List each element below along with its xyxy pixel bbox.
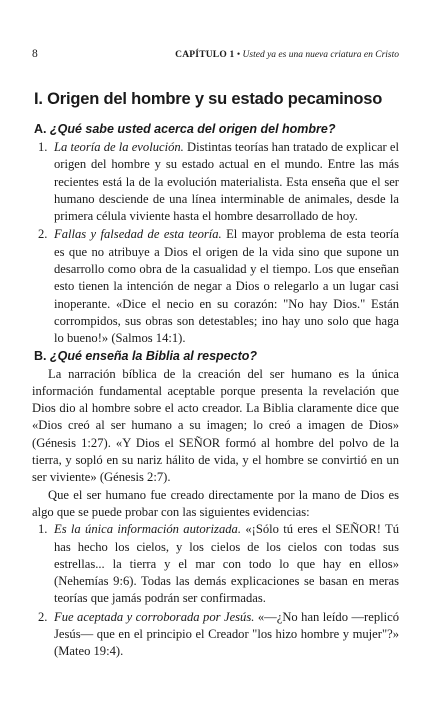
item-text: «¡Sólo tú eres el SEÑOR! Tú has hecho los cielos, y los cielos de los cielos con todas sus estrellas... la tierra y el mar con todo lo que hay en ellos» (Nehemías 9:6). Todas las demás explicaciones se basan en meras teorías que jamás podrán ser confirmadas. xyxy=(54,522,399,606)
item-lead: Fallas y falsedad de esta teoría. xyxy=(54,227,222,242)
item-lead: La teoría de la evolución. xyxy=(54,140,184,154)
list-item xyxy=(32,521,399,607)
item-number: 2. xyxy=(38,609,48,624)
item-number: 1. xyxy=(38,140,48,154)
item-text: El mayor problema de esta teoría es que no atribuye a Dios el origen de la vida sino que supone un desarrollo como obra de la casualidad y el tiempo. Los que enseñan esto tienen la intención de negar a Dios o relegarlo a un lugar casi inoperante. «Dice el necio en su corazón: "No hay Dios." Están corrompidos, sus obras son detestables; ino hay uno solo que haga lo bueno!» (Salmos 14:1). xyxy=(54,227,399,346)
body-paragraph: Que el ser humano fue creado directamente por la mano de Dios es algo que se puede probar con las siguientes evidencias: xyxy=(32,487,399,519)
item-lead: Es la única información autorizada. xyxy=(54,522,241,537)
subsection-a-question: ¿Qué sabe usted acerca del origen del hombre? xyxy=(49,122,336,136)
page-number: 8 xyxy=(32,48,38,60)
chapter-label: CAPÍTULO 1 xyxy=(175,50,235,60)
chapter-title: Usted ya es una nueva criatura en Cristo xyxy=(242,50,399,60)
item-text: «—¿No han leído —replicó Jesús— que en el principio el Creador "los hizo hombre y mujer"?» (Mateo 19:4). xyxy=(54,609,399,659)
list-item xyxy=(32,609,399,661)
subsection-b-letter: B. xyxy=(34,348,47,363)
chapter-separator: • xyxy=(236,50,241,60)
chapter-heading xyxy=(175,50,399,60)
subsection-b-list xyxy=(32,521,399,660)
subsection-a-title xyxy=(34,122,399,136)
subsection-a-letter: A. xyxy=(34,122,47,136)
item-number: 1. xyxy=(38,522,48,537)
item-text: Distintas teorías han tratado de explicar el origen del hombre y su estado actual en el mundo. Entre las más recientes está la de la evolución materialista. Esta enseña que el ser humano desciende de una línea interminable de animales, desde la primera célula viviente hasta el hombre desarrollado de hoy. xyxy=(54,140,399,224)
section-title: I. Origen del hombre y su estado pecaminoso xyxy=(34,90,383,108)
subsection-b-title xyxy=(34,349,399,363)
list-item xyxy=(32,226,399,347)
subsection-a-list xyxy=(32,139,399,348)
running-head xyxy=(32,48,399,60)
item-lead: Fue aceptada y corroborada por Jesús. xyxy=(54,609,255,624)
subsection-b-question: ¿Qué enseña la Biblia al respecto? xyxy=(49,348,257,363)
list-item xyxy=(32,139,399,225)
item-number: 2. xyxy=(38,227,48,242)
body-paragraph: La narración bíblica de la creación del ser humano es la única información fundamental aceptable porque presenta la revelación que Dios dio al hombre sobre el acto creador. La Biblia claramente dice que «Dios creó al ser humano a su imagen; lo creó a imagen de Dios» (Génesis 1:27). «Y Dios el SEÑOR formó al hombre del polvo de la tierra, y sopló en su nariz hálito de vida, y el hombre se convirtió en un ser viviente» (Génesis 2:7). xyxy=(32,366,399,485)
